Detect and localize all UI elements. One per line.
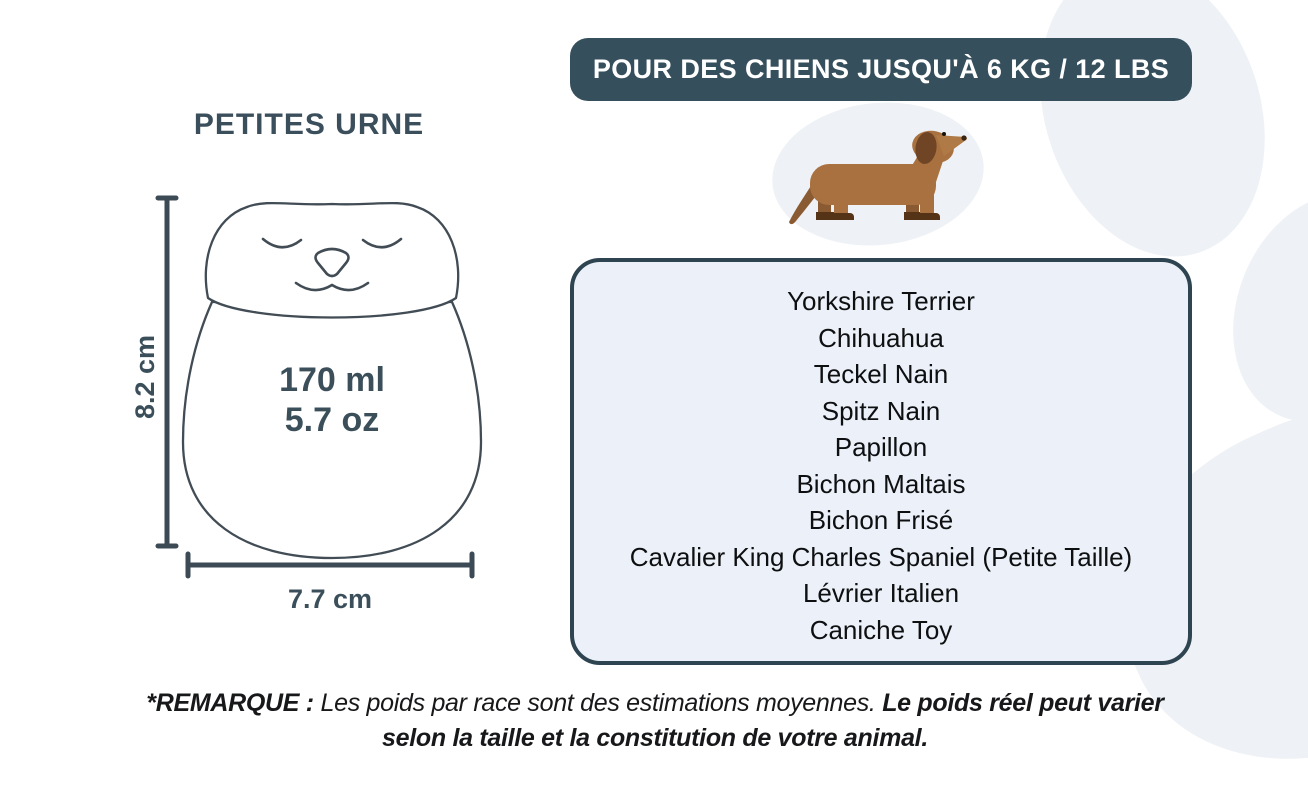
urn-lid-outline — [206, 203, 458, 317]
height-dimension-label: 8.2 cm — [130, 334, 160, 420]
dachshund-icon — [786, 120, 968, 227]
breed-item: Lévrier Italien — [802, 578, 960, 608]
footnote-emphasis: Le poids réel peut varier selon la taille et la constitution de votre animal. — [382, 689, 1164, 752]
product-title: PETITES URNE — [193, 108, 425, 141]
footnote-prefix: *REMARQUE : — [146, 689, 321, 717]
breed-item: Teckel Nain — [813, 359, 949, 389]
footnote — [145, 686, 1165, 756]
breed-item: Yorkshire Terrier — [787, 286, 975, 316]
breed-item: Spitz Nain — [821, 395, 941, 426]
breed-item: Cavalier King Charles Spaniel (Petite Taille) — [629, 541, 1133, 572]
breed-item: Caniche Toy — [809, 614, 953, 645]
weight-limit-label: POUR DES CHIENS JUSQU'À 6 KG / 12 LBS — [592, 54, 1170, 84]
weight-limit-banner — [570, 38, 1192, 101]
breed-item: Bichon Frisé — [808, 505, 954, 535]
volume-label — [232, 360, 432, 440]
breed-item: Bichon Maltais — [796, 468, 966, 499]
breed-list-panel — [570, 258, 1192, 665]
volume-label-oz: 5.7 oz — [284, 401, 380, 439]
volume-label-ml: 170 ml — [279, 361, 385, 399]
width-dimension-label: 7.7 cm — [287, 584, 373, 614]
breed-item: Chihuahua — [818, 322, 944, 353]
breed-item: Papillon — [834, 432, 928, 462]
footnote-body: Les poids par race sont des estimations moyennes. — [320, 689, 883, 717]
